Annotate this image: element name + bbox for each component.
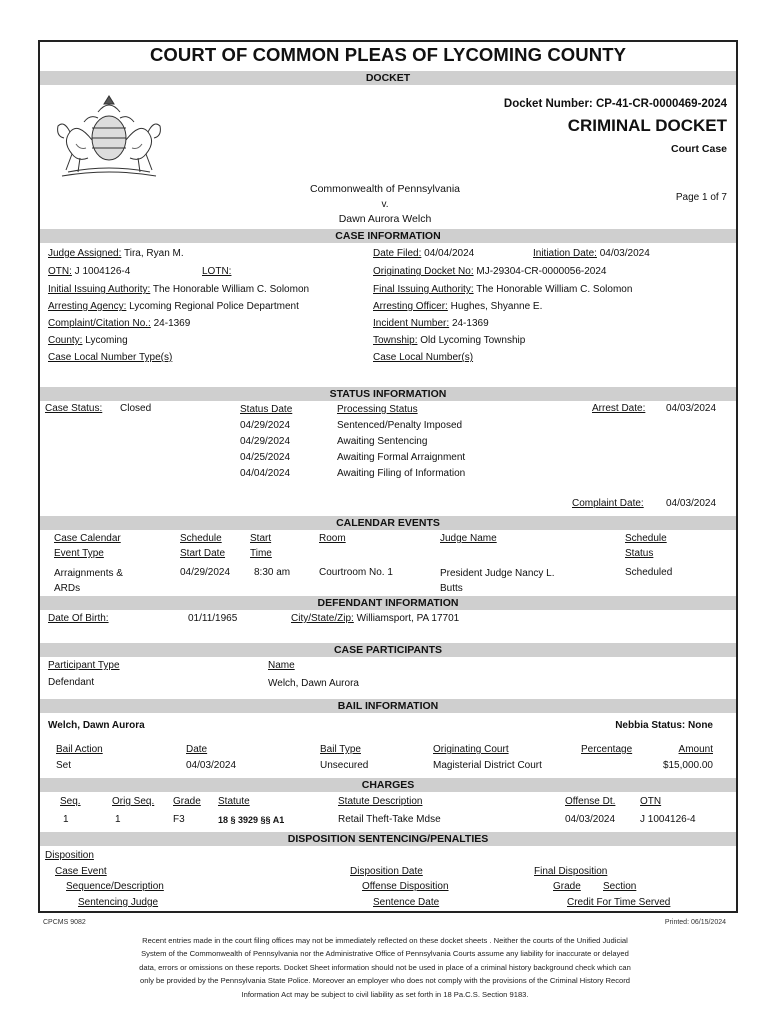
event-type-line-2: ARDs — [54, 583, 81, 594]
otn-row — [48, 266, 130, 277]
bail-date: 04/03/2024 — [186, 760, 237, 771]
county-row — [48, 335, 128, 346]
final-issuing-row — [373, 284, 632, 295]
disclaimer-line: data, errors or omissions on these reports. Docket Sheet information should not be used in place of a criminal history background check which can — [139, 962, 631, 972]
event-room: Courtroom No. 1 — [319, 567, 393, 578]
sentencing-judge-header: Sentencing Judge — [78, 897, 159, 908]
orig-docket-value: MJ-29304-CR-0000056-2024 — [476, 266, 607, 277]
orig-docket-label: Originating Docket No: — [373, 266, 474, 277]
case-participants-band: CASE PARTICIPANTS — [40, 643, 736, 657]
township-label: Township: — [373, 335, 418, 346]
processing-status: Awaiting Filing of Information — [337, 468, 466, 479]
status-information-band: STATUS INFORMATION — [40, 387, 736, 401]
final-issuing-value: The Honorable William C. Solomon — [476, 284, 633, 295]
offense-disposition-header: Offense Disposition — [362, 881, 449, 892]
bail-action: Set — [56, 760, 72, 771]
seq-header: Seq. — [60, 796, 81, 807]
county-value: Lycoming — [85, 335, 128, 346]
complaint-value: 24-1369 — [153, 318, 191, 329]
status-date: 04/29/2024 — [240, 436, 291, 447]
date-filed-row — [373, 248, 474, 259]
charge-offense-date: 04/03/2024 — [565, 814, 616, 825]
credit-time-served-header: Credit For Time Served — [567, 897, 671, 908]
docket-band: DOCKET — [40, 71, 736, 85]
calendar-events-band: CALENDAR EVENTS — [40, 516, 736, 530]
bail-date-header: Date — [186, 744, 208, 755]
final-issuing-label: Final Issuing Authority: — [373, 284, 474, 295]
printed-date: Printed: 06/15/2024 — [664, 919, 726, 926]
start-time-header-2: Time — [250, 548, 272, 559]
case-local-type-label: Case Local Number Type(s) — [48, 352, 173, 363]
participant-name-header: Name — [268, 660, 295, 671]
status-date: 04/29/2024 — [240, 420, 291, 431]
caption-plaintiff: Commonwealth of Pennsylvania — [310, 183, 460, 195]
arresting-agency-row — [48, 301, 299, 312]
statute-description-header: Statute Description — [338, 796, 423, 807]
incident-label: Incident Number: — [373, 318, 450, 329]
case-status-value: Closed — [120, 403, 152, 414]
originating-court: Magisterial District Court — [433, 760, 542, 771]
status-date: 04/04/2024 — [240, 468, 291, 479]
bail-amount: $15,000.00 — [662, 760, 713, 771]
arrest-date-label: Arrest Date: — [592, 403, 646, 414]
township-row — [373, 335, 525, 346]
participant-type-header: Participant Type — [48, 660, 120, 671]
caption-defendant: Dawn Aurora Welch — [338, 213, 432, 225]
case-event-header: Case Event — [55, 866, 107, 877]
schedule-start-header-1: Schedule — [180, 533, 222, 544]
event-type-header-2: Event Type — [54, 548, 104, 559]
date-filed-label: Date Filed: — [373, 248, 422, 259]
disclaimer-line: Recent entries made in the court filing offices may not be immediately reflected on these docket sheets . Neither the courts of the Unified Judicial — [142, 936, 628, 945]
city-label: City/State/Zip: — [291, 613, 354, 624]
charge-description: Retail Theft-Take Mdse — [338, 814, 441, 825]
schedule-start-header-2: Start Date — [180, 548, 226, 559]
initial-issuing-label: Initial Issuing Authority: — [48, 284, 151, 295]
bail-defendant-name: Welch, Dawn Aurora — [48, 720, 145, 731]
event-judge-line-1: President Judge Nancy L. — [440, 568, 555, 579]
start-time-header-1: Start — [250, 533, 272, 544]
complaint-date-label: Complaint Date: — [572, 498, 644, 509]
otn-label: OTN: — [48, 266, 72, 277]
disclaimer-line: only be provided by the Pennsylvania State Police. Moreover an employer who does not comply with the provisions of the Criminal History Record — [139, 976, 631, 986]
bail-information-band: BAIL INFORMATION — [40, 699, 736, 713]
pennsylvania-seal-icon — [48, 92, 170, 178]
initiation-date-value: 04/03/2024 — [599, 248, 650, 259]
disclaimer-line: Information Act may be subject to civil liability as set forth in 18 Pa.C.S. Section 9183. — [241, 989, 529, 999]
complaint-label: Complaint/Citation No.: — [48, 318, 151, 329]
arresting-officer-value: Hughes, Shyanne E. — [450, 301, 543, 312]
charge-seq: 1 — [63, 814, 69, 825]
city-value: Williamsport, PA 17701 — [356, 613, 460, 624]
event-start-time: 8:30 am — [254, 567, 291, 578]
case-local-number-label: Case Local Number(s) — [373, 352, 474, 363]
judge-assigned-value: Tira, Ryan M. — [124, 248, 184, 259]
date-filed-value: 04/04/2024 — [424, 248, 475, 259]
initiation-date-label: Initiation Date: — [533, 248, 597, 259]
disp-grade-header: Grade — [553, 881, 581, 892]
case-information-band: CASE INFORMATION — [40, 229, 736, 243]
charges-band: CHARGES — [40, 778, 736, 792]
page-indicator: Page 1 of 7 — [675, 192, 727, 203]
charge-otn-header: OTN — [640, 796, 662, 807]
final-disposition-header: Final Disposition — [534, 866, 608, 877]
offense-date-header: Offense Dt. — [565, 796, 616, 807]
court-case-label: Court Case — [670, 143, 727, 155]
county-label: County: — [48, 335, 83, 346]
charge-statute: 18 § 3929 §§ A1 — [218, 815, 285, 825]
nebbia-status: Nebbia Status: None — [615, 720, 713, 731]
initial-issuing-value: The Honorable William C. Solomon — [152, 284, 310, 295]
bail-type-header: Bail Type — [320, 744, 361, 755]
charge-orig-seq: 1 — [115, 814, 121, 825]
sequence-description-header: Sequence/Description — [66, 881, 164, 892]
incident-row — [373, 318, 489, 329]
lotn-label: LOTN: — [202, 266, 232, 277]
participant-name: Welch, Dawn Aurora — [268, 678, 359, 689]
complaint-date-value: 04/03/2024 — [666, 498, 717, 509]
orig-docket-row — [373, 266, 606, 277]
court-title: COURT OF COMMON PLEAS OF LYCOMING COUNTY — [149, 44, 627, 65]
arrest-date-value: 04/03/2024 — [666, 403, 717, 414]
form-id: CPCMS 9082 — [43, 919, 86, 926]
originating-court-header: Originating Court — [433, 744, 509, 755]
incident-value: 24-1369 — [451, 318, 489, 329]
arresting-agency-value: Lycoming Regional Police Department — [129, 301, 299, 312]
judge-assigned-label: Judge Assigned: — [48, 248, 122, 259]
city-row — [291, 613, 459, 624]
arresting-officer-label: Arresting Officer: — [373, 301, 448, 312]
processing-status-header: Processing Status — [337, 404, 418, 415]
event-judge-line-2: Butts — [440, 583, 463, 594]
arresting-agency-label: Arresting Agency: — [48, 301, 127, 312]
sentence-date-header: Sentence Date — [373, 897, 440, 908]
schedule-status-header-2: Status — [625, 548, 654, 559]
event-status: Scheduled — [625, 567, 673, 578]
charge-otn: J 1004126-4 — [640, 814, 696, 825]
bail-type: Unsecured — [320, 760, 369, 771]
amount-header: Amount — [678, 744, 713, 755]
otn-value: J 1004126-4 — [74, 266, 131, 277]
arresting-officer-row — [373, 301, 542, 312]
caption-versus: v. — [381, 199, 389, 210]
dob-label: Date Of Birth: — [48, 613, 109, 624]
processing-status: Awaiting Sentencing — [337, 436, 428, 447]
disposition-label: Disposition — [45, 850, 94, 861]
status-date-header: Status Date — [240, 404, 293, 415]
disclaimer-line: System of the Commonwealth of Pennsylvania nor the Administrative Office of Pennsylvania Courts assume any liability for inaccurate or delayed — [141, 949, 629, 959]
charge-grade: F3 — [173, 814, 185, 825]
docket-number: Docket Number: CP-41-CR-0000469-2024 — [503, 98, 727, 110]
processing-status: Sentenced/Penalty Imposed — [337, 420, 463, 431]
disclaimer — [40, 934, 730, 1001]
participant-type: Defendant — [48, 677, 95, 688]
dob-value: 01/11/1965 — [188, 613, 238, 624]
status-date: 04/25/2024 — [240, 452, 291, 463]
grade-header: Grade — [173, 796, 201, 807]
judge-assigned-row — [48, 248, 184, 259]
event-start-date: 04/29/2024 — [180, 567, 231, 578]
judge-name-header: Judge Name — [440, 533, 497, 544]
initial-issuing-row — [48, 284, 309, 295]
defendant-information-band: DEFENDANT INFORMATION — [40, 596, 736, 610]
township-value: Old Lycoming Township — [420, 335, 526, 346]
orig-seq-header: Orig Seq. — [112, 796, 155, 807]
disposition-band: DISPOSITION SENTENCING/PENALTIES — [40, 832, 736, 846]
disp-section-header: Section — [603, 881, 637, 892]
schedule-status-header-1: Schedule — [625, 533, 667, 544]
event-type-header-1: Case Calendar — [54, 533, 121, 544]
case-status-label: Case Status: — [45, 403, 103, 414]
initiation-date-row — [533, 248, 650, 259]
docket-type: CRIMINAL DOCKET — [567, 116, 727, 135]
bail-action-header: Bail Action — [56, 744, 103, 755]
percentage-header: Percentage — [581, 744, 633, 755]
statute-header: Statute — [218, 796, 250, 807]
disposition-date-header: Disposition Date — [350, 866, 423, 877]
event-type-line-1: Arraignments & — [54, 568, 123, 579]
processing-status: Awaiting Formal Arraignment — [337, 452, 466, 463]
complaint-row — [48, 318, 190, 329]
room-header: Room — [319, 533, 346, 544]
